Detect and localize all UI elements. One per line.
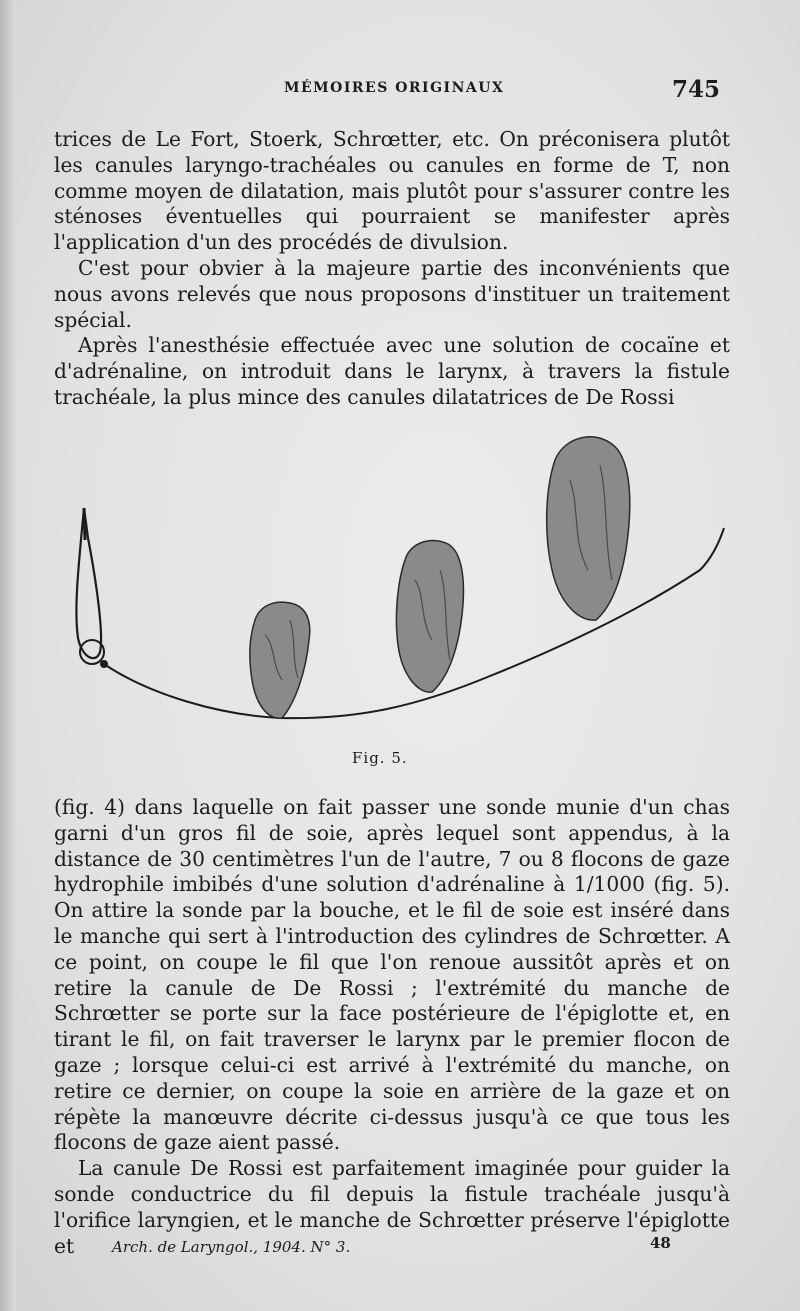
signature-number: 48 bbox=[650, 1234, 671, 1252]
paragraph: La canule De Rossi est parfaitement imaginée pour guider la sonde conductrice du fil depuis la fistule trachéale jusqu'à l'orifice laryngien, et le manche de Schrœtter préserve l'épiglotte et bbox=[54, 1156, 730, 1258]
paragraph: trices de Le Fort, Stoerk, Schrœtter, etc. On préconisera plutôt les canules laryngo-trachéales ou canules en forme de T, non comme moyen de dilatation, mais plutôt pour s'assurer contre les sténoses éventuelles qui pourraient se manifester après l'application d'un des procédés de divulsion. bbox=[54, 127, 730, 255]
book-spine-shadow bbox=[0, 0, 16, 1311]
body-text-top bbox=[54, 127, 730, 411]
page-number: 745 bbox=[672, 76, 721, 103]
running-title: MÉMOIRES ORIGINAUX bbox=[284, 80, 505, 96]
gauze-flocon-medium bbox=[396, 541, 463, 693]
page-header bbox=[0, 78, 800, 102]
page-footer bbox=[0, 1234, 800, 1262]
gauze-flocon-large bbox=[547, 437, 630, 620]
probe-tip bbox=[84, 508, 85, 540]
journal-citation: Arch. de Laryngol., 1904. N° 3. bbox=[112, 1238, 351, 1256]
figure-caption: Fig. 5. bbox=[352, 749, 408, 767]
gauze-thread-drawing bbox=[60, 420, 740, 750]
paragraph: Après l'anesthésie effectuée avec une solution de cocaïne et d'adrénaline, on introduit dans le larynx, à travers la fistule trachéale, la plus mince des canules dilatatrices de De Rossi bbox=[54, 333, 730, 409]
paragraph: (fig. 4) dans laquelle on fait passer une sonde munie d'un chas garni d'un gros fil de soie, après lequel sont appendus, à la distance de 30 centimètres l'un de l'autre, 7 ou 8 flocons de gaze hydrophile imbibés d'une solution d'adrénaline à 1/1000 (fig. 5). On attire la sonde par la bouche, et le fil de soie est inséré dans le manche qui sert à l'introduction des cylindres de Schrœtter. A ce point, on coupe le fil que l'on renoue aussitôt après et on retire la canule de De Rossi ; l'extrémité du manche de Schrœtter se porte sur la face postérieure de l'épiglotte et, en tirant le fil, on fait traverser le larynx par le premier flocon de gaze ; lorsque celui-ci est arrivé à l'extrémité du manche, on retire ce dernier, on coupe la soie en arrière de la gaze et on répète la manœuvre décrite ci-dessus jusqu'à ce que tous les flocons de gaze aient passé. bbox=[54, 795, 730, 1155]
body-text-bottom bbox=[54, 795, 730, 1259]
figure-5-illustration bbox=[60, 420, 740, 750]
probe-needle bbox=[76, 508, 101, 658]
gauze-flocon-small bbox=[250, 602, 310, 718]
paragraph: C'est pour obvier à la majeure partie des inconvénients que nous avons relevés que nous proposons d'instituer un traitement spécial. bbox=[54, 255, 730, 332]
